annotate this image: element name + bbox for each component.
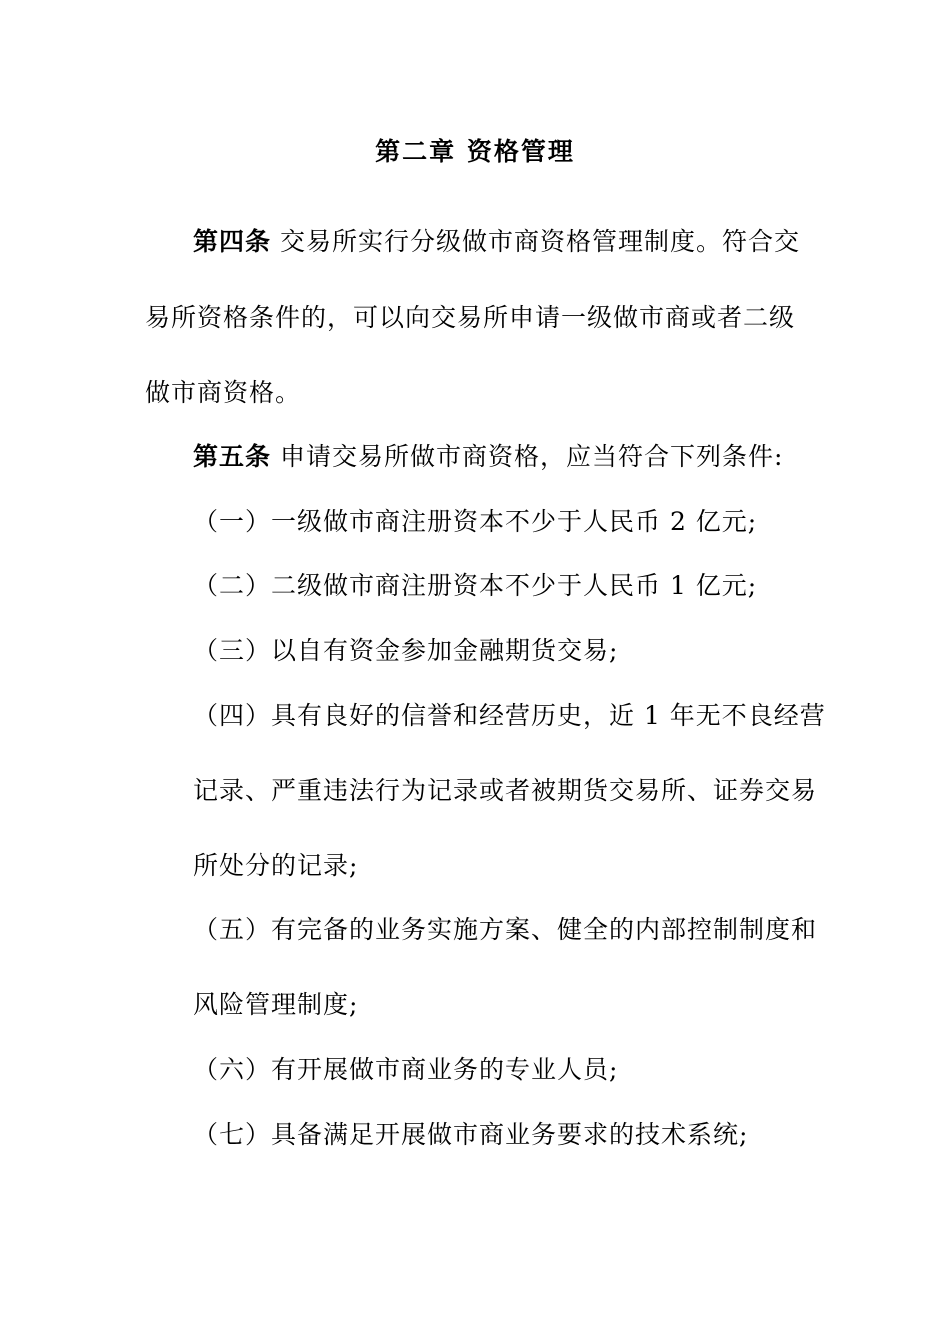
chapter-title: 第二章 资格管理 xyxy=(375,137,575,166)
list-item: （三）以自有资金参加金融期货交易; xyxy=(193,636,619,665)
list-item-continuation: 风险管理制度; xyxy=(193,990,359,1019)
list-item-continuation: 记录、严重违法行为记录或者被期货交易所、证券交易 xyxy=(193,776,818,805)
article5-first-line xyxy=(193,437,783,477)
list-item: （二）二级做市商注册资本不少于人民币 1 亿元; xyxy=(193,571,758,600)
article5-heading: 第五条 xyxy=(193,442,272,471)
article5-intro: 申请交易所做市商资格，应当符合下列条件: xyxy=(279,442,784,471)
list-item-continuation: 所处分的记录; xyxy=(193,851,359,880)
article4-text-line3: 做市商资格。 xyxy=(145,378,302,407)
list-item: （一）一级做市商注册资本不少于人民币 2 亿元; xyxy=(193,507,758,536)
list-item: （七）具备满足开展做市商业务要求的技术系统; xyxy=(193,1120,749,1149)
list-item: （四）具有良好的信誉和经营历史，近 1 年无不良经营 xyxy=(193,701,826,730)
list-item: （五）有完备的业务实施方案、健全的内部控制制度和 xyxy=(193,915,818,944)
list-item: （六）有开展做市商业务的专业人员; xyxy=(193,1055,619,1084)
article4-heading: 第四条 xyxy=(193,227,272,256)
article4-first-line xyxy=(193,222,800,262)
article4-text-line2: 易所资格条件的，可以向交易所申请一级做市商或者二级 xyxy=(145,303,796,332)
article4-text-line1: 交易所实行分级做市商资格管理制度。符合交 xyxy=(279,227,800,256)
